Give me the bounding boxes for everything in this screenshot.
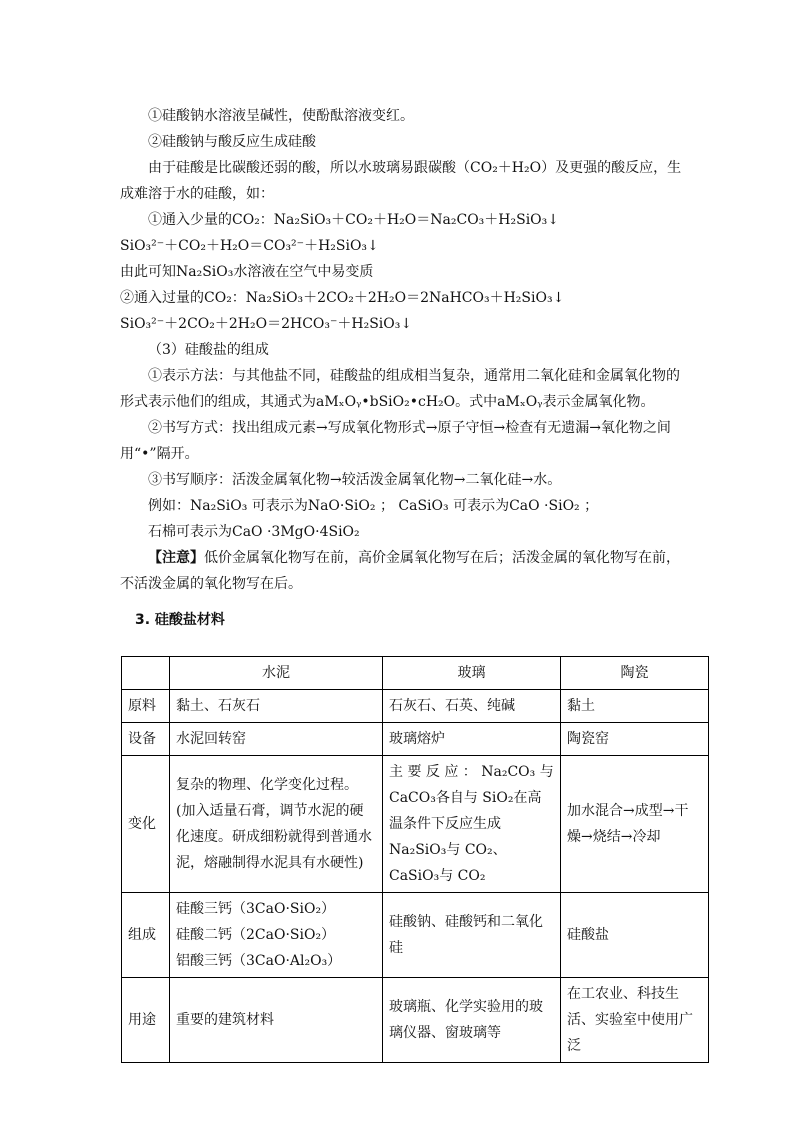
table-header-row [122,657,709,690]
silicate-materials-table [121,656,709,1063]
text-line-9: 用“•”隔开。 [120,446,199,462]
cell-ceramic: 黏土 [561,690,709,723]
header-empty [122,657,170,690]
table-row [122,978,709,1063]
text-line-3: 由于硅酸是比碳酸还弱的酸，所以水玻璃易跟碳酸（CO₂＋H₂O）及更强的酸反应，生 [148,160,682,176]
composition-line: 硅酸二钙（2CaO·SiO₂） [176,927,336,943]
text-line-1: ①硅酸钠水溶液呈碱性，使酚酞溶液变红。 [148,108,414,124]
cell-cement [170,893,383,978]
cell-glass: 玻璃瓶、化学实验用的玻璃仪器、窗玻璃等 [383,978,561,1063]
equation-line-1: ①通入少量的CO₂：Na₂SiO₃＋CO₂＋H₂O＝Na₂CO₃＋H₂SiO₃↓ [148,212,559,228]
example-line-1: 例如：Na₂SiO₃ 可表示为NaO·SiO₂ ； CaSiO₃ 可表示为CaO ·SiO₂ ； [148,498,599,514]
cell-cement: 重要的建筑材料 [170,978,383,1063]
note-line-2: 不活泼金属的氧化物写在后。 [120,576,302,592]
text-line-4: 成难溶于水的硅酸，如： [120,186,274,202]
text-line-8: ②书写方式：找出组成元素→写成氧化物形式→原子守恒→检查有无遗漏→氧化物之间 [148,420,671,436]
cell-ceramic: 加水混合→成型→干燥→烧结→冷却 [561,756,709,893]
cell-glass: 硅酸钠、硅酸钙和二氧化硅 [383,893,561,978]
text-line-7: 形式表示他们的组成，其通式为aMₓOᵧ•bSiO₂•cH₂O。式中aMₓOᵧ表示金属氧化物。 [120,394,655,410]
subsection-title: （3）硅酸盐的组成 [148,342,269,358]
row-label: 组成 [122,893,170,978]
note-text: 低价金属氧化物写在前，高价金属氧化物写在后；活泼金属的氧化物写在前， [204,550,680,566]
row-label: 设备 [122,723,170,756]
composition-line: 铝酸三钙（3CaO·Al₂O₃） [176,953,342,969]
row-label: 原料 [122,690,170,723]
composition-line: 硅酸三钙（3CaO·SiO₂） [176,901,336,917]
cell-cement: 复杂的物理、化学变化过程。(加入适量石膏，调节水泥的硬化速度。研成细粉就得到普通水泥，熔融制得水泥具有水硬性) [170,756,383,893]
header-ceramic: 陶瓷 [561,657,709,690]
table-row [122,723,709,756]
row-label: 变化 [122,756,170,893]
equation-line-3: ②通入过量的CO₂：Na₂SiO₃＋2CO₂＋2H₂O＝2NaHCO₃＋H₂SiO₃↓ [120,290,565,306]
text-line-2: ②硅酸钠与酸反应生成硅酸 [148,134,316,150]
cell-cement: 水泥回转窑 [170,723,383,756]
header-cement: 水泥 [170,657,383,690]
table-row [122,756,709,893]
note-label: 【注意】 [148,550,204,566]
cell-glass: 主 要 反 应 ： Na₂CO₃ 与 CaCO₃各自与 SiO₂在高温条件下反应生成 Na₂SiO₃与 CO₂、CaSiO₃与 CO₂ [383,756,561,893]
cell-cement: 黏土、石灰石 [170,690,383,723]
text-line-6: ①表示方法：与其他盐不同，硅酸盐的组成相当复杂，通常用二氧化硅和金属氧化物的 [148,368,680,384]
equation-line-2: SiO₃²⁻＋CO₂＋H₂O＝CO₃²⁻＋H₂SiO₃↓ [120,238,379,254]
row-label: 用途 [122,978,170,1063]
cell-ceramic: 陶瓷窑 [561,723,709,756]
cell-ceramic: 硅酸盐 [561,893,709,978]
example-line-2: 石棉可表示为CaO ·3MgO·4SiO₂ [148,524,360,540]
text-line-10: ③书写顺序：活泼金属氧化物→较活泼金属氧化物→二氧化硅→水。 [148,472,562,488]
header-glass: 玻璃 [383,657,561,690]
cell-ceramic: 在工农业、科技生活、实验室中使用广泛 [561,978,709,1063]
text-line-5: 由此可知Na₂SiO₃水溶液在空气中易变质 [120,264,374,280]
section-heading: 3. 硅酸盐材料 [135,612,225,628]
table-row [122,893,709,978]
cell-glass: 玻璃熔炉 [383,723,561,756]
equation-line-4: SiO₃²⁻＋2CO₂＋2H₂O＝2HCO₃⁻＋H₂SiO₃↓ [120,316,413,332]
cell-glass: 石灰石、石英、纯碱 [383,690,561,723]
note-line-1 [148,548,700,568]
table-row [122,690,709,723]
